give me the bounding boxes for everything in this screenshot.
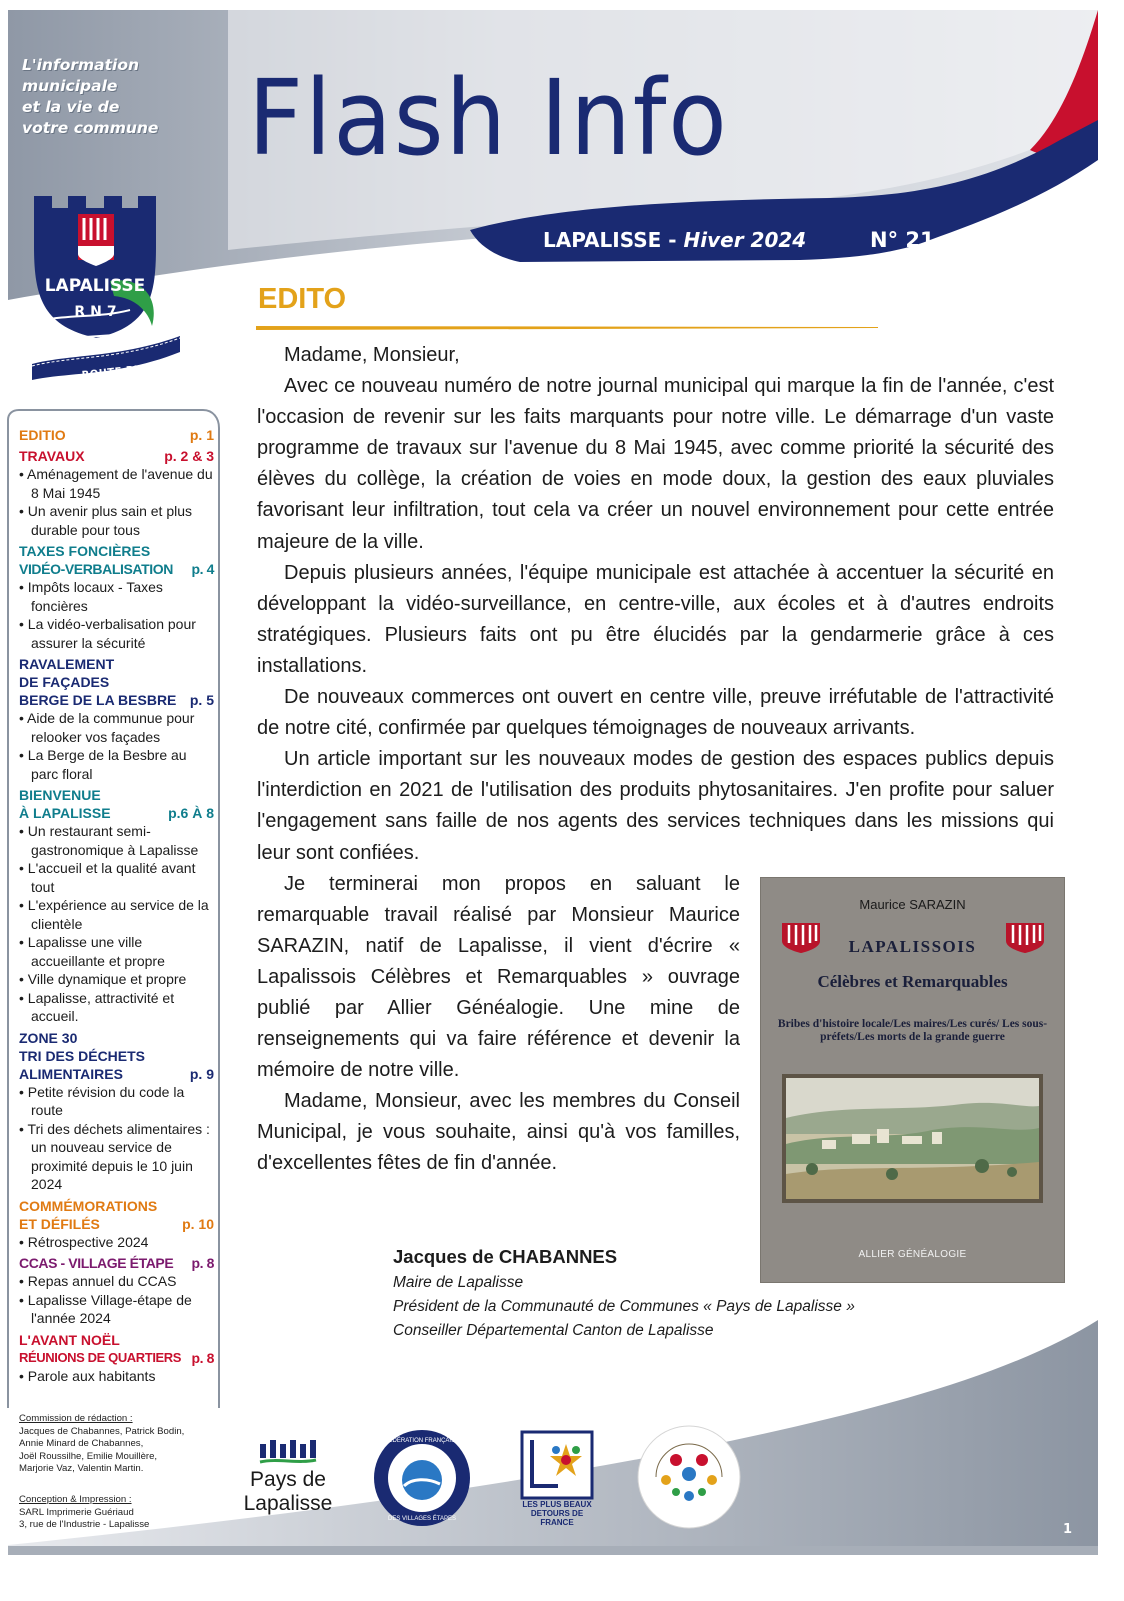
book-title: LAPALISSOIS	[848, 937, 977, 956]
toc-item: • L'expérience au service de la clientèle	[19, 896, 214, 933]
book-subtitle: Célèbres et Remarquables	[817, 972, 1008, 991]
toc-section-title: ALIMENTAIRES	[19, 1065, 123, 1082]
issue-season: Hiver 2024	[683, 228, 807, 252]
edito-paragraph: Un article important sur les nouveaux modes de gestion des espaces publics depuis l'interdiction en 2021 de l'utilisation des produits phytosanitaires. J'en profite pour saluer l'engagement sans faille de nos agents des services techniques dans les missions qui leur sont confiées.	[257, 748, 1054, 864]
tagline-line: votre commune	[22, 119, 159, 137]
signature-name: Jacques de CHABANNES	[393, 1246, 618, 1267]
table-of-contents	[19, 426, 214, 1385]
toc-page-ref: p. 2 & 3	[164, 448, 214, 464]
toc-item: • Un avenir plus sain et plus durable pour tous	[19, 502, 214, 539]
toc-section-title: EDITIO	[19, 427, 66, 443]
toc-page-ref: p. 1	[189, 427, 214, 443]
toc-item: • Lapalisse, attractivité et accueil.	[19, 989, 214, 1026]
plus-beaux-detours-logo-icon	[518, 1430, 596, 1500]
credits-title: Commission de rédaction :	[19, 1413, 133, 1424]
signature-role: Maire de Lapalisse	[393, 1274, 524, 1291]
page-number: 1	[1063, 1522, 1073, 1537]
toc-section-edito[interactable]	[19, 426, 214, 444]
toc-section-zone30-title2[interactable]: TRI DES DÉCHETS	[19, 1047, 146, 1064]
toc-section-title: RÉUNIONS DE QUARTIERS	[19, 1349, 182, 1365]
toc-section-taxes-title[interactable]: TAXES FONCIÈRES	[19, 543, 151, 559]
svg-text:DES VILLAGES ÉTAPES: DES VILLAGES ÉTAPES	[388, 1516, 456, 1522]
edito-divider	[256, 325, 878, 330]
edito-salutation: Madame, Monsieur,	[284, 344, 460, 366]
federation-villages-etapes-logo-icon	[372, 1428, 472, 1528]
logo-town-name: LAPALISSE	[44, 276, 146, 296]
toc-item: • La vidéo-verbalisation pour assurer la sécurité	[19, 615, 214, 652]
edito-paragraph: Avec ce nouveau numéro de notre journal municipal qui marque la fin de l'année, c'est l'occasion de revenir sur les faits marquants pour notre ville. Le démarrage d'un vaste programme de travaux sur l'avenue du 8 Mai 1945, avec comme priorité la sécurité des élèves du collège, la création de voies en mode doux, la gestion des eaux pluviales favorisant leur infiltration, tout cela va créer un nouvel environnement pour cette entrée majeure de la ville.	[257, 375, 1054, 553]
tagline-line: municipale	[22, 77, 118, 95]
toc-item: • Lapalisse une ville accueillante et propre	[19, 933, 214, 970]
tagline-line: L'information	[22, 56, 140, 74]
toc-item: • Lapalisse Village-étape de l'année 2024	[19, 1291, 214, 1328]
town-logo	[30, 186, 182, 386]
edito-heading: EDITO	[258, 283, 347, 315]
toc-section-avant-noel[interactable]	[19, 1349, 214, 1367]
signature-role: Conseiller Départemental Canton de Lapalisse	[393, 1322, 714, 1339]
logo-ribbon-text: ROUTE BLEUE	[81, 361, 165, 382]
toc-section-avant-noel-title[interactable]: L'AVANT NOËL	[19, 1331, 120, 1348]
book-author: Maurice SARAZIN	[859, 897, 966, 912]
toc-section-bienvenue-title[interactable]: BIENVENUE	[19, 787, 101, 803]
toc-section-title: TRAVAUX	[19, 448, 85, 464]
print-line: SARL Imprimerie Guériaud	[19, 1506, 134, 1518]
toc-section-title: VIDÉO-VERBALISATION	[19, 561, 173, 577]
toc-section-zone30[interactable]	[19, 1065, 214, 1083]
publication-title: Flash Info	[248, 57, 729, 179]
sidebar-contents	[7, 408, 220, 1540]
plus-beaux-detours-logo: LES PLUS BEAUX DETOURS DE FRANCE	[522, 1500, 592, 1527]
issue-city: LAPALISSE	[543, 228, 662, 252]
toc-page-ref: p. 10	[182, 1215, 214, 1232]
toc-section-commemorations-title[interactable]: COMMÉMORATIONS	[19, 1197, 158, 1214]
print-credits	[19, 1494, 219, 1532]
credits-line: Joël Roussilhe, Emilie Mouillère,	[19, 1450, 158, 1462]
toc-section-title: BERGE DE LA BESBRE	[19, 692, 177, 708]
toc-page-ref: p. 4	[191, 561, 214, 577]
villes-marraines-logo-icon	[636, 1424, 742, 1530]
toc-item: • La Berge de la Besbre au parc floral	[19, 746, 214, 783]
toc-page-ref: p. 8	[191, 1349, 214, 1366]
toc-section-commemorations[interactable]	[19, 1215, 214, 1233]
toc-section-title: CCAS - VILLAGE ÉTAPE	[19, 1255, 174, 1271]
tagline-line: et la vie de	[22, 98, 120, 116]
toc-page-ref: p. 5	[189, 692, 214, 708]
landscape-painting-image	[782, 1074, 1043, 1203]
book-cover-image	[760, 877, 1065, 1283]
toc-item: • Petite révision du code la route	[19, 1083, 214, 1120]
edito-paragraph: Depuis plusieurs années, l'équipe municipale est attachée à accentuer la sécurité en développant la vidéo-surveillance, en centre-ville, aux écoles et à d'autres endroits stratégiques. Plusieurs faits ont pu être élucidés par la gendarmerie grâce à ces installations.	[257, 561, 1054, 677]
toc-page-ref: p.6 À 8	[168, 805, 214, 821]
logo-road-number: RN7	[74, 304, 122, 320]
toc-section-ravalement[interactable]	[19, 691, 214, 709]
print-title: Conception & Impression :	[19, 1494, 132, 1505]
credits-line: Marjorie Vaz, Valentin Martin.	[19, 1463, 144, 1474]
issue-city-line	[543, 220, 806, 260]
toc-item: • Rétrospective 2024	[19, 1233, 214, 1252]
toc-item: • Impôts locaux - Taxes foncières	[19, 578, 214, 615]
toc-section-travaux[interactable]	[19, 447, 214, 465]
book-publisher: ALLIER GÉNÉALOGIE	[858, 1249, 967, 1260]
header-tagline	[22, 55, 222, 139]
toc-section-bienvenue[interactable]	[19, 804, 214, 822]
edito-paragraph: Madame, Monsieur, avec les membres du Conseil Municipal, je vous souhaite, ainsi qu'à vos familles, d'excellentes fêtes de fin d'année.	[257, 1090, 740, 1175]
editorial-credits	[19, 1413, 219, 1476]
toc-section-ravalement-title[interactable]: RAVALEMENT	[19, 656, 115, 672]
toc-section-ccas[interactable]	[19, 1254, 214, 1272]
toc-page-ref: p. 9	[189, 1065, 214, 1082]
toc-item: • Un restaurant semi-gastronomique à Lapalisse	[19, 822, 214, 859]
toc-section-title: À LAPALISSE	[19, 805, 111, 821]
toc-item: • Repas annuel du CCAS	[19, 1272, 214, 1291]
toc-item: • Parole aux habitants	[19, 1367, 214, 1386]
book-description: Bribes d'histoire locale/Les maires/Les curés/ Les sous-préfets/Les morts de la grande guerre	[777, 1018, 1048, 1043]
toc-section-zone30-title[interactable]: ZONE 30	[19, 1029, 78, 1046]
edito-paragraph: Je terminerai mon propos en saluant le remarquable travail réalisé par Monsieur Maurice SARAZIN, natif de Lapalisse, il vient d'écrire « Lapalissois Célèbres et Remarquables » ouvrage publié par Allier Généalogie. Une mine de renseignements qui va faire référence et devenir la mémoire de notre ville.	[257, 872, 740, 1082]
print-line: 3, rue de l'Industrie - Lapalisse	[19, 1519, 150, 1530]
pays-de-lapalisse-logo: Pays de Lapalisse	[243, 1468, 333, 1515]
toc-section-taxes[interactable]	[19, 560, 214, 578]
toc-item: • Ville dynamique et propre	[19, 970, 214, 989]
credits-line: Jacques de Chabannes, Patrick Bodin,	[19, 1425, 185, 1437]
issue-band	[505, 220, 985, 260]
toc-section-title: ET DÉFILÉS	[19, 1215, 100, 1232]
edito-paragraph: De nouveaux commerces ont ouvert en centre ville, preuve irréfutable de l'attractivité de notre cité, confirmée par quelques témoignages de nouveaux arrivants.	[257, 686, 1054, 740]
toc-page-ref: p. 8	[191, 1255, 214, 1271]
toc-item: • L'accueil et la qualité avant tout	[19, 859, 214, 896]
issue-number: N° 21	[870, 228, 935, 252]
signature-role: Président de la Communauté de Communes « Pays de Lapalisse »	[393, 1298, 855, 1315]
svg-text:FÉDÉRATION FRANÇAISE: FÉDÉRATION FRANÇAISE	[384, 1438, 460, 1444]
toc-item: • Aménagement de l'avenue du 8 Mai 1945	[19, 465, 214, 502]
toc-item: • Aide de la communue pour relooker vos façades	[19, 709, 214, 746]
issue-separator: -	[661, 228, 684, 252]
credits-line: Annie Minard de Chabannes,	[19, 1438, 144, 1449]
toc-section-ravalement-title2[interactable]: DE FAÇADES	[19, 674, 110, 690]
toc-item: • Tri des déchets alimentaires : un nouveau service de proximité depuis le 10 juin 2024	[19, 1120, 214, 1194]
pays-de-lapalisse-logo-icon	[258, 1436, 318, 1466]
